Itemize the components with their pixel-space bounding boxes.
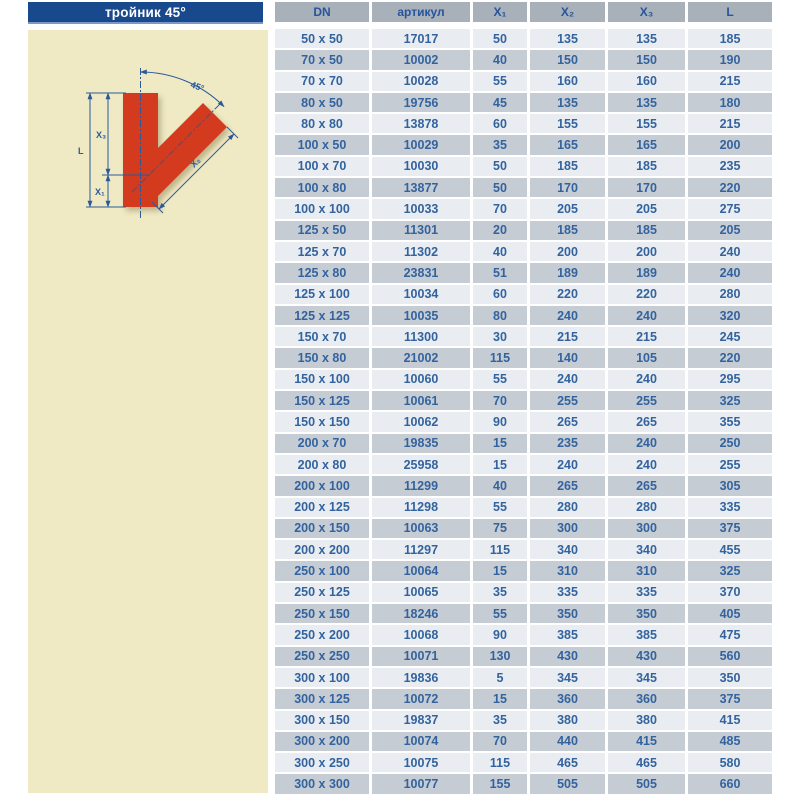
table-cell: 11298 [372,498,470,517]
table-cell: 11300 [372,327,470,346]
table-cell: 340 [530,540,605,559]
table-cell: 70 [473,732,527,751]
column-header-x1: X₁ [473,2,527,27]
table-cell: 475 [688,625,772,644]
table-cell: 10077 [372,774,470,793]
table-cell: 18246 [372,604,470,623]
table-cell: 245 [688,327,772,346]
table-cell: 10071 [372,647,470,666]
table-cell: 135 [530,29,605,48]
table-cell: 430 [530,647,605,666]
table-cell: 360 [530,689,605,708]
table-cell: 23831 [372,263,470,282]
table-cell: 465 [530,753,605,772]
dimension-label-x3: X₃ [96,130,107,140]
table-cell: 250 x 200 [275,625,369,644]
table-cell: 165 [530,135,605,154]
table-cell: 75 [473,519,527,538]
table-cell: 320 [688,306,772,325]
table-row [275,668,772,687]
column-header-x3: X₃ [608,2,685,27]
table-cell: 60 [473,285,527,304]
table-cell: 55 [473,498,527,517]
table-row [275,306,772,325]
table-header-row [275,2,772,27]
table-cell: 35 [473,135,527,154]
table-cell: 370 [688,583,772,602]
table-cell: 240 [688,242,772,261]
table-cell: 51 [473,263,527,282]
table-cell: 100 x 80 [275,178,369,197]
table-cell: 19836 [372,668,470,687]
table-cell: 220 [608,285,685,304]
table-cell: 280 [688,285,772,304]
table-cell: 10034 [372,285,470,304]
table-cell: 360 [608,689,685,708]
table-row [275,732,772,751]
table-cell: 5 [473,668,527,687]
table-cell: 35 [473,583,527,602]
table-cell: 275 [688,199,772,218]
table-cell: 21002 [372,348,470,367]
table-cell: 375 [688,519,772,538]
table-cell: 215 [530,327,605,346]
table-cell: 135 [608,29,685,48]
table-row [275,498,772,517]
table-cell: 240 [608,306,685,325]
table-cell: 185 [608,221,685,240]
table-cell: 200 x 100 [275,476,369,495]
dimensions-table [272,0,775,796]
table-cell: 90 [473,412,527,431]
table-cell: 135 [608,93,685,112]
table-cell: 35 [473,711,527,730]
table-cell: 70 [473,391,527,410]
table-cell: 155 [530,114,605,133]
table-cell: 200 x 80 [275,455,369,474]
table-cell: 300 x 150 [275,711,369,730]
table-cell: 130 [473,647,527,666]
table-cell: 380 [530,711,605,730]
table-row [275,50,772,69]
table-cell: 325 [688,561,772,580]
table-cell: 70 x 50 [275,50,369,69]
table-cell: 255 [688,455,772,474]
table-cell: 240 [608,370,685,389]
table-cell: 300 x 200 [275,732,369,751]
diagram-panel [28,30,268,793]
table-cell: 140 [530,348,605,367]
table-row [275,72,772,91]
table-cell: 189 [530,263,605,282]
table-cell: 115 [473,753,527,772]
table-cell: 350 [608,604,685,623]
table-cell: 155 [608,114,685,133]
table-cell: 310 [530,561,605,580]
table-cell: 155 [473,774,527,793]
table-body [275,29,772,794]
table-cell: 505 [608,774,685,793]
table-cell: 200 x 200 [275,540,369,559]
product-title: тройник 45° [105,4,186,20]
table-row [275,348,772,367]
table-cell: 15 [473,455,527,474]
table-cell: 150 x 80 [275,348,369,367]
table-row [275,178,772,197]
table-cell: 100 x 50 [275,135,369,154]
table-cell: 295 [688,370,772,389]
table-row [275,327,772,346]
table-cell: 10063 [372,519,470,538]
table-cell: 40 [473,242,527,261]
table-cell: 200 [688,135,772,154]
table-cell: 55 [473,604,527,623]
table-cell: 375 [688,689,772,708]
table-row [275,434,772,453]
table-cell: 300 [608,519,685,538]
table-cell: 30 [473,327,527,346]
table-cell: 660 [688,774,772,793]
table-cell: 240 [608,434,685,453]
table-row [275,540,772,559]
table-cell: 300 x 125 [275,689,369,708]
table-cell: 115 [473,348,527,367]
table-cell: 240 [688,263,772,282]
table-row [275,370,772,389]
table-cell: 10033 [372,199,470,218]
table-cell: 150 [530,50,605,69]
table-row [275,285,772,304]
table-cell: 80 x 50 [275,93,369,112]
table-cell: 265 [608,412,685,431]
table-cell: 215 [688,114,772,133]
table-cell: 19835 [372,434,470,453]
table-cell: 380 [608,711,685,730]
table-cell: 50 [473,29,527,48]
table-cell: 170 [530,178,605,197]
column-header-dn: DN [275,2,369,27]
table-cell: 125 x 100 [275,285,369,304]
table-cell: 250 x 250 [275,647,369,666]
dimension-label-x1: X₁ [95,187,105,197]
table-cell: 345 [608,668,685,687]
table-cell: 80 x 80 [275,114,369,133]
product-title-bar [28,2,263,24]
table-cell: 150 x 70 [275,327,369,346]
table-cell: 300 x 300 [275,774,369,793]
dimension-label-x2: X₂ [188,155,203,170]
column-header-l: L [688,2,772,27]
table-row [275,625,772,644]
table-cell: 280 [608,498,685,517]
table-cell: 200 x 70 [275,434,369,453]
table-cell: 100 x 100 [275,199,369,218]
column-header-x2: X₂ [530,2,605,27]
table-cell: 300 x 250 [275,753,369,772]
table-cell: 250 x 100 [275,561,369,580]
table-row [275,604,772,623]
table-cell: 125 x 80 [275,263,369,282]
table-cell: 13878 [372,114,470,133]
table-cell: 505 [530,774,605,793]
table-cell: 405 [688,604,772,623]
column-header-article: артикул [372,2,470,27]
table-cell: 240 [530,370,605,389]
table-row [275,412,772,431]
table-cell: 255 [608,391,685,410]
table-cell: 25958 [372,455,470,474]
table-cell: 15 [473,561,527,580]
table-cell: 150 x 100 [275,370,369,389]
table-cell: 80 [473,306,527,325]
table-cell: 55 [473,72,527,91]
table-cell: 220 [688,178,772,197]
table-cell: 250 [688,434,772,453]
table-row [275,199,772,218]
table-cell: 265 [530,412,605,431]
table-cell: 325 [688,391,772,410]
table-cell: 240 [530,306,605,325]
table-cell: 180 [688,93,772,112]
table-row [275,114,772,133]
table-row [275,242,772,261]
table-row [275,157,772,176]
table-row [275,93,772,112]
table-cell: 11297 [372,540,470,559]
table-row [275,519,772,538]
table-cell: 455 [688,540,772,559]
table-cell: 350 [530,604,605,623]
table-cell: 185 [530,221,605,240]
table-cell: 465 [608,753,685,772]
table-cell: 10035 [372,306,470,325]
table-cell: 60 [473,114,527,133]
table-cell: 415 [608,732,685,751]
table-cell: 385 [530,625,605,644]
table-cell: 485 [688,732,772,751]
table-cell: 10002 [372,50,470,69]
table-cell: 10062 [372,412,470,431]
table-cell: 440 [530,732,605,751]
table-cell: 190 [688,50,772,69]
table-cell: 19756 [372,93,470,112]
table-cell: 415 [688,711,772,730]
table-cell: 235 [688,157,772,176]
table-cell: 125 x 70 [275,242,369,261]
table-cell: 250 x 150 [275,604,369,623]
table-cell: 220 [688,348,772,367]
table-cell: 10065 [372,583,470,602]
table-cell: 10061 [372,391,470,410]
table-cell: 340 [608,540,685,559]
table-cell: 45 [473,93,527,112]
table-cell: 310 [608,561,685,580]
table-cell: 185 [608,157,685,176]
table-cell: 90 [473,625,527,644]
table-cell: 17017 [372,29,470,48]
table-cell: 10028 [372,72,470,91]
table-cell: 15 [473,434,527,453]
table-cell: 19837 [372,711,470,730]
table-cell: 265 [608,476,685,495]
table-cell: 125 x 125 [275,306,369,325]
table-cell: 205 [608,199,685,218]
table-cell: 580 [688,753,772,772]
table-row [275,647,772,666]
table-cell: 15 [473,689,527,708]
table-cell: 115 [473,540,527,559]
table-cell: 335 [688,498,772,517]
table-cell: 165 [608,135,685,154]
table-cell: 70 x 70 [275,72,369,91]
table-cell: 10064 [372,561,470,580]
table-cell: 215 [608,327,685,346]
table-cell: 235 [530,434,605,453]
table-cell: 200 x 125 [275,498,369,517]
table-cell: 185 [688,29,772,48]
table-row [275,583,772,602]
table-row [275,29,772,48]
table-cell: 385 [608,625,685,644]
table-cell: 220 [530,285,605,304]
table-cell: 10074 [372,732,470,751]
table-cell: 205 [688,221,772,240]
table-row [275,774,772,793]
table-cell: 11299 [372,476,470,495]
table-cell: 135 [530,93,605,112]
table-cell: 265 [530,476,605,495]
table-cell: 335 [608,583,685,602]
table-cell: 280 [530,498,605,517]
table-cell: 240 [608,455,685,474]
fitting-diagram [48,55,272,250]
tee-fitting-shape [123,93,227,207]
table-cell: 50 [473,157,527,176]
table-row [275,391,772,410]
table-cell: 125 x 50 [275,221,369,240]
table-cell: 10060 [372,370,470,389]
table-cell: 40 [473,476,527,495]
table-cell: 215 [688,72,772,91]
table-cell: 150 [608,50,685,69]
table-cell: 10030 [372,157,470,176]
table-row [275,561,772,580]
table-row [275,135,772,154]
table-cell: 160 [608,72,685,91]
table-cell: 150 x 125 [275,391,369,410]
table-row [275,753,772,772]
table-cell: 11301 [372,221,470,240]
table-row [275,221,772,240]
table-cell: 13877 [372,178,470,197]
table-cell: 40 [473,50,527,69]
table-cell: 70 [473,199,527,218]
table-cell: 189 [608,263,685,282]
table-cell: 300 [530,519,605,538]
table-cell: 200 [608,242,685,261]
table-row [275,263,772,282]
table-cell: 300 x 100 [275,668,369,687]
table-cell: 205 [530,199,605,218]
table-cell: 170 [608,178,685,197]
table-cell: 105 [608,348,685,367]
table-row [275,455,772,474]
table-cell: 10075 [372,753,470,772]
table-cell: 335 [530,583,605,602]
table-cell: 560 [688,647,772,666]
table-cell: 20 [473,221,527,240]
table-cell: 11302 [372,242,470,261]
table-row [275,689,772,708]
table-cell: 255 [530,391,605,410]
table-cell: 355 [688,412,772,431]
table-cell: 55 [473,370,527,389]
table-cell: 200 x 150 [275,519,369,538]
angle-label: 45° [189,79,206,94]
extension-line-x2-high [227,127,238,138]
table-cell: 305 [688,476,772,495]
table-cell: 10072 [372,689,470,708]
table-cell: 10029 [372,135,470,154]
table-row [275,711,772,730]
table-row [275,476,772,495]
table-cell: 350 [688,668,772,687]
table-cell: 200 [530,242,605,261]
table-cell: 240 [530,455,605,474]
table-cell: 345 [530,668,605,687]
table-cell: 185 [530,157,605,176]
table-cell: 50 [473,178,527,197]
table-cell: 100 x 70 [275,157,369,176]
table-cell: 430 [608,647,685,666]
table-cell: 50 x 50 [275,29,369,48]
dimension-label-L: L [78,146,84,156]
table-cell: 10068 [372,625,470,644]
table-cell: 150 x 150 [275,412,369,431]
table-cell: 160 [530,72,605,91]
table-cell: 250 x 125 [275,583,369,602]
